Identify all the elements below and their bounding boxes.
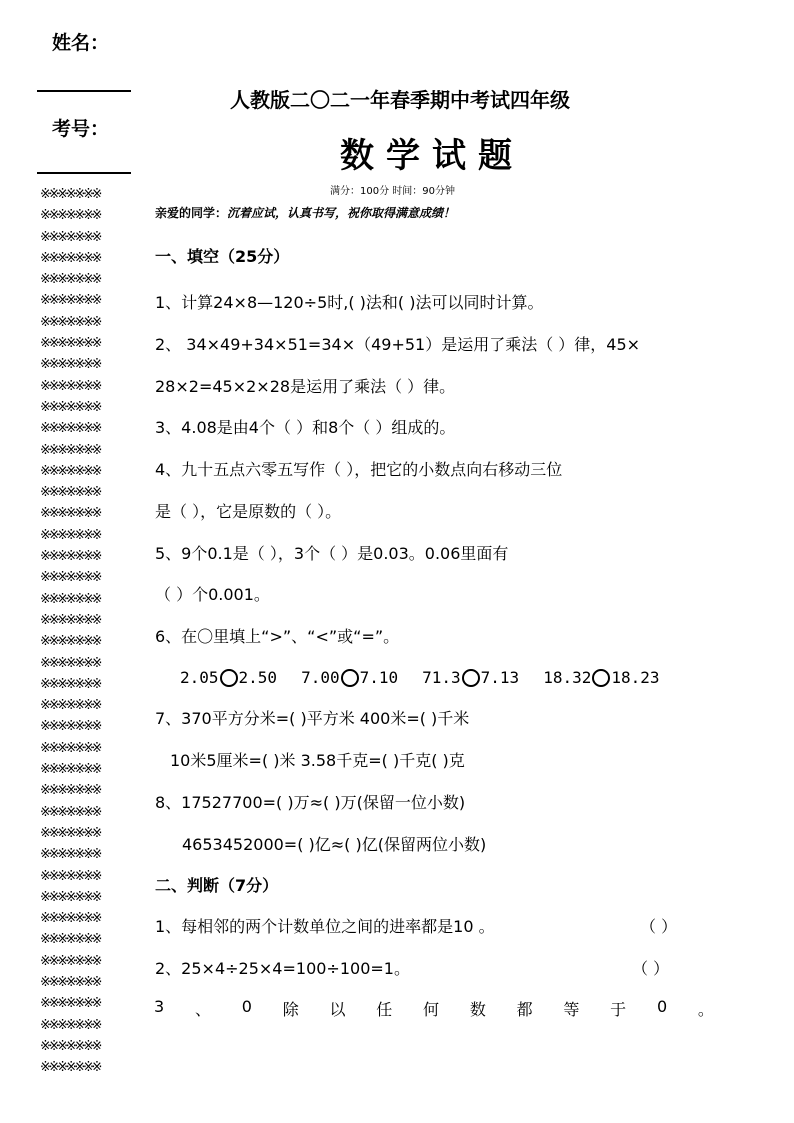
comparison-right: 7.13: [480, 668, 520, 687]
question-5-line-1: 5、9个0.1是（ ），3个（ ）是0.03。0.06里面有: [155, 544, 509, 563]
judge-question-3-char: 、: [194, 1000, 211, 1019]
question-7-line-1: 7、370平方分米=( )平方米 400米=( )千米: [155, 709, 470, 728]
compare-circle-icon: [462, 669, 480, 687]
comparison-row: [180, 668, 660, 687]
seal-line-row: ※※※※※※※: [40, 889, 101, 905]
comparison-right: 18.23: [611, 668, 660, 687]
greeting: [155, 204, 455, 221]
seal-line-row: ※※※※※※※: [40, 676, 101, 692]
judge-question-3: [154, 997, 714, 1020]
subject-title: 数学试题: [340, 136, 524, 176]
section-1-title: 一、填空（25分）: [155, 247, 290, 266]
comparison-item: [543, 668, 659, 687]
comparison-item: [422, 668, 519, 687]
question-2-line-1: 2、 34×49+34×51=34×（49+51）是运用了乘法（ ）律，45×: [155, 335, 641, 354]
judge-answer-bracket-1: （ ）: [640, 917, 678, 936]
judge-question-2: 2、25×4÷25×4=100÷100=1。: [155, 959, 410, 978]
seal-line-row: ※※※※※※※: [40, 1060, 101, 1076]
seal-line-row: ※※※※※※※: [40, 996, 101, 1012]
greeting-lead: 亲爱的同学：: [155, 206, 228, 220]
question-6: 6、在〇里填上“>”、“<”或“=”。: [155, 627, 400, 646]
comparison-left: 7.00: [301, 668, 340, 687]
seal-line-row: ※※※※※※※: [40, 762, 101, 778]
seal-line-row: ※※※※※※※: [40, 399, 101, 415]
question-1: 1、计算24×8—120÷5时,( )法和( )法可以同时计算。: [155, 293, 544, 312]
seal-line-row: ※※※※※※※: [40, 1017, 101, 1033]
question-3: 3、4.08是由4个（ ）和8个（ ）组成的。: [155, 418, 456, 437]
seal-line-row: ※※※※※※※: [40, 527, 101, 543]
seal-line-row: ※※※※※※※: [40, 698, 101, 714]
question-8-line-2: 4653452000=( )亿≈( )亿(保留两位小数): [182, 835, 487, 854]
seal-line-row: ※※※※※※※: [40, 1038, 101, 1054]
question-2-line-2: 28×2=45×2×28是运用了乘法（ ）律。: [155, 377, 456, 396]
comparison-item: [301, 668, 398, 687]
seal-line-row: ※※※※※※※: [40, 570, 101, 586]
judge-question-3-char: 于: [610, 1000, 627, 1019]
seal-line-row: ※※※※※※※: [40, 463, 101, 479]
judge-question-3-char: 0: [656, 997, 668, 1016]
seal-line-row: ※※※※※※※: [40, 911, 101, 927]
question-4-line-1: 4、九十五点六零五写作（ ），把它的小数点向右移动三位: [155, 460, 563, 479]
exam-meta: 满分：100分 时间：90分钟: [330, 186, 455, 197]
judge-question-3-char: 任: [376, 1000, 393, 1019]
seal-line-row: ※※※※※※※: [40, 612, 101, 628]
seal-line-row: ※※※※※※※: [40, 825, 101, 841]
seal-line-row: ※※※※※※※: [40, 868, 101, 884]
judge-question-3-char: 3: [154, 997, 165, 1016]
exam-number-label: 考号：: [52, 118, 110, 140]
name-underline: [37, 90, 131, 92]
question-4-line-2: 是（ ），它是原数的（ ）。: [155, 502, 342, 521]
seal-line-row: ※※※※※※※: [40, 634, 101, 650]
judge-question-3-char: 等: [563, 1000, 580, 1019]
seal-line-row: ※※※※※※※: [40, 442, 101, 458]
comparison-right: 7.10: [359, 668, 399, 687]
judge-question-3-char: 都: [516, 1000, 533, 1019]
compare-circle-icon: [341, 669, 359, 687]
seal-line-row: ※※※※※※※: [40, 953, 101, 969]
judge-question-1: 1、每相邻的两个计数单位之间的进率都是10 。: [155, 917, 495, 936]
judge-question-3-char: 何: [423, 1000, 440, 1019]
seal-line-row: ※※※※※※※: [40, 336, 101, 352]
seal-line-row: ※※※※※※※: [40, 250, 101, 266]
question-7-line-2: 10米5厘米=( )米 3.58千克=( )千克( )克: [170, 751, 465, 770]
seal-line-row: ※※※※※※※: [40, 357, 101, 373]
exam-number-underline: [37, 172, 131, 174]
name-label: 姓名：: [52, 32, 110, 54]
judge-answer-bracket-2: （ ）: [632, 959, 670, 978]
judge-question-3-char: 0: [241, 997, 252, 1016]
compare-circle-icon: [592, 669, 610, 687]
seal-line-row: ※※※※※※※: [40, 378, 101, 394]
seal-line-row: ※※※※※※※: [40, 272, 101, 288]
comparison-right: 2.50: [238, 668, 278, 687]
question-5-line-2: （ ）个0.001。: [155, 585, 270, 604]
seal-line-row: ※※※※※※※: [40, 208, 101, 224]
seal-line-row: ※※※※※※※: [40, 783, 101, 799]
exam-title: 人教版二〇二一年春季期中考试四年级: [230, 88, 570, 112]
judge-question-3-char: 数: [469, 1000, 486, 1019]
section-2-title: 二、判断（7分）: [155, 876, 279, 895]
seal-line-row: ※※※※※※※: [40, 549, 101, 565]
comparison-item: [180, 668, 277, 687]
seal-line-row: ※※※※※※※: [40, 847, 101, 863]
comparison-left: 2.05: [180, 668, 219, 687]
seal-line-row: ※※※※※※※: [40, 229, 101, 245]
seal-line-row: ※※※※※※※: [40, 804, 101, 820]
seal-line-row: ※※※※※※※: [40, 485, 101, 501]
judge-question-3-char: 以: [329, 1000, 346, 1019]
comparison-left: 18.32: [543, 668, 592, 687]
seal-line-column: [40, 184, 130, 1078]
seal-line-row: ※※※※※※※: [40, 932, 101, 948]
judge-question-3-char: 除: [282, 1000, 299, 1019]
seal-line-row: ※※※※※※※: [40, 974, 101, 990]
compare-circle-icon: [220, 669, 238, 687]
seal-line-row: ※※※※※※※: [40, 740, 101, 756]
seal-line-row: ※※※※※※※: [40, 591, 101, 607]
question-8-line-1: 8、17527700=( )万≈( )万(保留一位小数): [155, 793, 466, 812]
seal-line-row: ※※※※※※※: [40, 187, 101, 202]
comparison-left: 71.3: [422, 668, 461, 687]
seal-line-row: ※※※※※※※: [40, 506, 101, 522]
seal-line-row: ※※※※※※※: [40, 421, 101, 437]
judge-question-3-char: 。: [697, 1000, 714, 1019]
greeting-body: 沉着应试，认真书写，祝你取得满意成绩！: [227, 206, 456, 220]
seal-line-row: ※※※※※※※: [40, 293, 101, 309]
seal-line-row: ※※※※※※※: [40, 314, 101, 330]
seal-line-row: ※※※※※※※: [40, 719, 101, 735]
seal-line-row: ※※※※※※※: [40, 655, 101, 671]
